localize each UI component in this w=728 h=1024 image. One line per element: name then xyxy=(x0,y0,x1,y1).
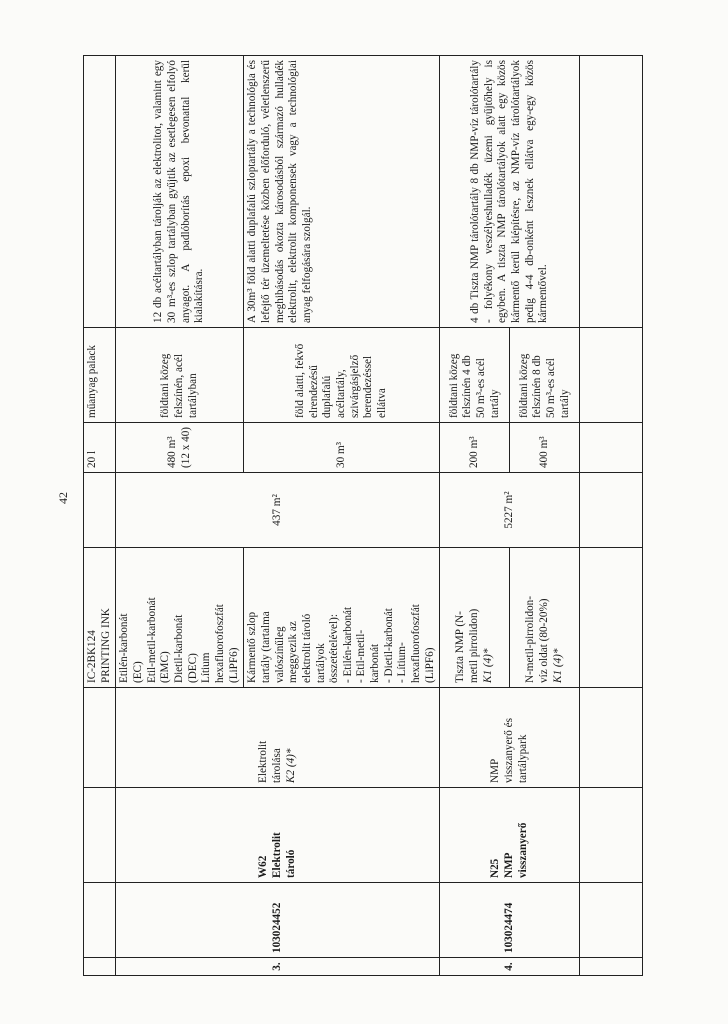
object-name-line: NMP xyxy=(503,852,516,878)
location xyxy=(440,328,510,423)
object-name xyxy=(116,788,440,883)
product-code: IC-2BK124 xyxy=(86,630,98,683)
note: A 30m³ föld alatti duplafalú szloptartály a technológia és lefejtő tér üzemeltetése közben előforduló, véletlenszerű meghibásodás okozta károsodásból származó hulladék elektrolit, elektrolit komponensek vagy a technológiai anyag felfogására szolgál. xyxy=(244,56,440,328)
rotated-table-page xyxy=(83,56,643,976)
object-name-line: tároló xyxy=(284,849,297,878)
chemical-line: karbonát xyxy=(369,643,382,683)
chemical-line: - Dietil-karbonát xyxy=(382,608,395,683)
chemical-class: K1 (4)* xyxy=(551,648,564,683)
chemical-line: - Etilén-karbonát xyxy=(341,606,354,683)
chemical-line: Lítium xyxy=(200,652,213,683)
chemical-line: - Etil-metil- xyxy=(355,629,368,683)
chemical-line: Tiszta NMP (N- xyxy=(454,611,467,683)
chemical-line: meggyezik az xyxy=(287,621,300,683)
object-id: 103024452 xyxy=(116,883,440,958)
product-name: PRINTING INK xyxy=(99,608,112,683)
chemical-line: hexafluorofoszfát xyxy=(213,604,226,683)
note: 12 db acéltartályban tárolják az elektrolitot, valamint egy 30 m³-es szlop tartályban gyűjtik az esetlegesen elfolyó anyagot. A padlóborítás epoxi bevonattal kerül kialakításra. xyxy=(116,56,244,328)
chemical-line: Etilén-karbonát xyxy=(118,613,131,683)
chemical-line: Kármentő szlop xyxy=(246,611,259,683)
process-line: visszanyerő és xyxy=(503,718,516,783)
location-line: felszínén, acél xyxy=(172,354,185,418)
area: 5227 m² xyxy=(440,473,580,548)
product-storage: műanyag palack xyxy=(84,328,116,423)
location-line: felszínén 4 db xyxy=(461,355,474,418)
object-code: N25 xyxy=(489,858,502,878)
row-number: 3. xyxy=(116,958,440,976)
object-name-line: Elektrolit xyxy=(271,832,284,878)
chemical-line: (DEC) xyxy=(186,653,199,683)
location xyxy=(244,328,440,423)
chemical-line: elektrolit tároló xyxy=(300,613,313,683)
chemical-line: Dietil-karbonát xyxy=(172,614,185,683)
chemical-list xyxy=(440,548,510,688)
location-line: elrendezésű xyxy=(307,365,320,418)
location-line: tartály xyxy=(558,389,571,418)
area: 437 m² xyxy=(116,473,440,548)
process-line: tárolása xyxy=(271,748,284,783)
chemical-line: tartályok xyxy=(314,643,327,683)
volume-detail: (12 x 40) xyxy=(179,426,192,468)
location-line: szivárgásjelző xyxy=(348,354,361,418)
location-line: 50 m³-es acél xyxy=(474,358,487,418)
page-number: 42 xyxy=(56,492,70,504)
location-line: föld alatti, fekvő xyxy=(294,343,307,418)
table-row xyxy=(440,56,510,976)
location-line: berendezéssel xyxy=(362,355,375,418)
object-name-line: visszanyerő xyxy=(516,822,529,878)
location-line: tartály xyxy=(488,389,501,418)
location xyxy=(510,328,580,423)
chemical-line: víz oldat (80-20%) xyxy=(538,598,551,683)
table-row xyxy=(116,56,244,976)
process-name xyxy=(440,688,580,788)
location-line: acéltartály, xyxy=(334,369,347,418)
object-code: W62 xyxy=(257,855,270,878)
location-line: földtani közeg xyxy=(447,353,460,418)
volume: 30 m³ xyxy=(244,423,440,473)
chemical-line: (LiPF6) xyxy=(423,647,436,683)
location-line: felszínén 8 db xyxy=(531,355,544,418)
process-line: NMP xyxy=(489,758,502,783)
chemical-line: - Lítium- xyxy=(396,642,409,683)
location-line: földtani közeg xyxy=(159,353,172,418)
volume: 200 m³ xyxy=(440,423,510,473)
chemical-line: tartály (tartalma xyxy=(259,611,272,683)
process-name xyxy=(116,688,440,788)
object-name xyxy=(440,788,580,883)
location-line: tartályban xyxy=(186,373,199,418)
chemical-line: Etil-metil-karbonát xyxy=(145,597,158,683)
location-line: ellátva xyxy=(375,388,388,418)
chemical-list xyxy=(244,548,440,688)
chemical-line: (EMC) xyxy=(159,651,172,683)
table-row-continuation xyxy=(84,56,116,976)
chemical-line: metil pirrolidon) xyxy=(468,608,481,683)
process-line: Elektrolit xyxy=(257,740,270,783)
chemical-list xyxy=(510,548,580,688)
volume-value: 480 m³ xyxy=(166,436,179,468)
chemical-line: összetételével): xyxy=(328,614,341,683)
row-number: 4. xyxy=(440,958,580,976)
volume: 400 m³ xyxy=(510,423,580,473)
table-row-empty xyxy=(580,56,643,976)
location-line: duplafalú xyxy=(321,375,334,418)
chemical-line: N-metil-pirrolidon- xyxy=(524,596,537,683)
volume xyxy=(116,423,244,473)
chemical-line: (EC) xyxy=(131,661,144,683)
object-id: 103024474 xyxy=(440,883,580,958)
process-class: K2 (4)* xyxy=(284,748,297,783)
location-line: 50 m³-es acél xyxy=(544,358,557,418)
chemical-line: valószínűleg xyxy=(273,626,286,683)
chemical-line: (LiPF6) xyxy=(227,647,240,683)
location xyxy=(116,328,244,423)
hazardous-storage-table xyxy=(83,55,643,976)
process-line: tartálypark xyxy=(516,734,529,783)
chemical-list xyxy=(116,548,244,688)
note: 4 db Tiszta NMP tárolótartály 8 db NMP-víz tárolótartály - folyékony veszélyeshulladék üzemi gyűjtőhely is egyben. A tiszta NMP tárolótartályok alatt egy közös kármentő kerül kiépítésre, az NMP-víz tárolótartályok pedig 4-4 db-onként lesznek ellátva egy-egy közös kármentővel. xyxy=(440,56,580,328)
chemical-line: hexafluorofoszfát xyxy=(410,604,423,683)
product-volume: 20 l xyxy=(84,423,116,473)
location-line: földtani közeg xyxy=(517,353,530,418)
chemical-class: K1 (4)* xyxy=(481,648,494,683)
